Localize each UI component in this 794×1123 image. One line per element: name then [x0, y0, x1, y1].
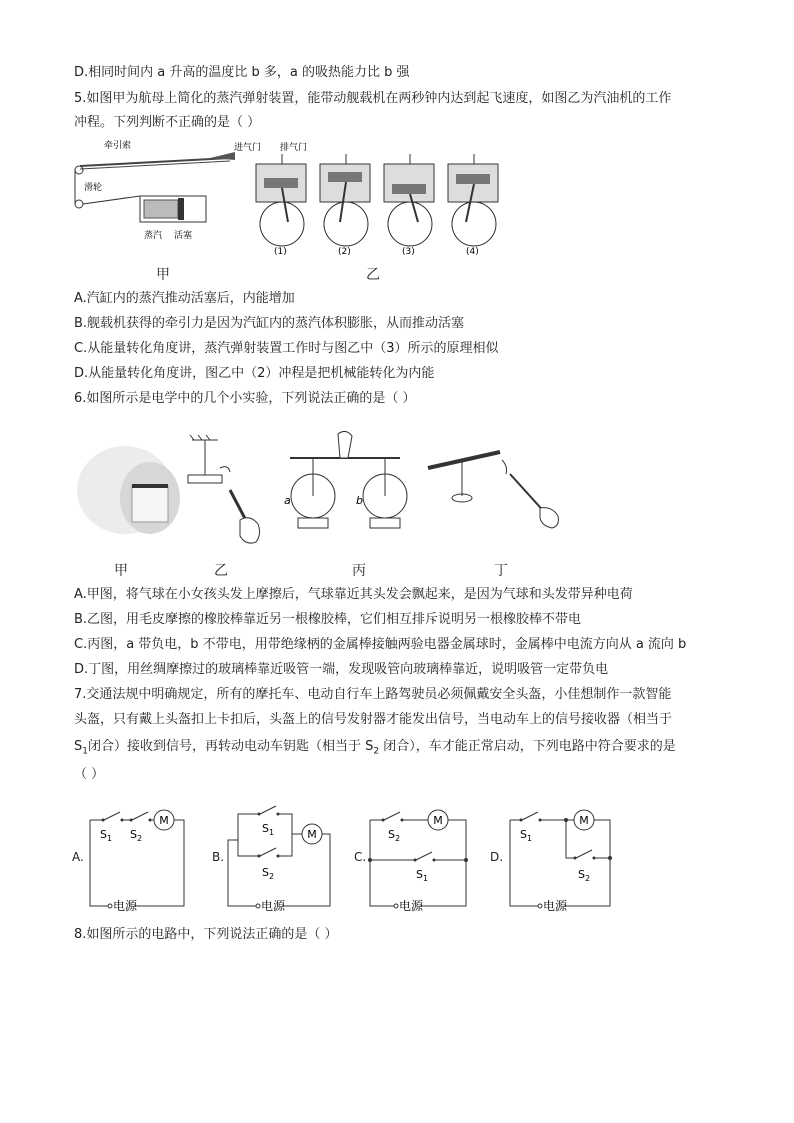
svg-text:a: a	[284, 494, 291, 507]
svg-text:M: M	[433, 814, 443, 827]
svg-text:S2: $S_2$	[262, 866, 275, 881]
q5-stem-line1: 5.如图甲为航母上简化的蒸汽弹射装置，能带动舰载机在两秒钟内达到起飞速度，如图乙为汽油机的工作	[74, 91, 672, 106]
q5-stem-line2: 冲程。下列判断不正确的是（ ）	[74, 115, 261, 130]
q5-caption-yi: 乙	[366, 267, 380, 283]
fig-ding-straw	[428, 452, 558, 528]
svg-text:M: M	[307, 828, 317, 841]
svg-text:M: M	[159, 814, 169, 827]
label-rope: 牵引索	[104, 141, 132, 151]
svg-text:电源: 电源	[543, 899, 568, 913]
q6-figure-experiments	[70, 420, 580, 555]
svg-text:电源: 电源	[399, 899, 424, 913]
svg-text:S2: $S_2$	[130, 828, 143, 843]
q5-option-c: C.从能量转化角度讲，蒸汽弹射装置工作时与图乙中（3）所示的原理相似	[74, 341, 499, 356]
q6-caption-jia: 甲	[114, 563, 128, 579]
circuit-c	[364, 800, 474, 918]
label-pulley: 滑轮	[84, 183, 103, 193]
svg-text:(3): (3)	[402, 247, 415, 256]
q5-caption-jia: 甲	[156, 267, 170, 283]
label-piston: 活塞	[174, 231, 193, 241]
svg-text:电源: 电源	[113, 899, 138, 913]
svg-text:M: M	[579, 814, 589, 827]
circuit-b-label: B.	[212, 850, 225, 864]
svg-text:(2): (2)	[338, 247, 351, 256]
fig-jia-girl-balloon	[77, 446, 180, 534]
circuit-d-label: D.	[490, 850, 504, 864]
q5-option-a: A.汽缸内的蒸汽推动活塞后，内能增加	[74, 291, 295, 306]
q6-caption-ding: 丁	[494, 563, 508, 579]
circuit-a	[84, 800, 194, 918]
q5-figure-engine-strokes	[234, 138, 500, 256]
svg-text:电源: 电源	[261, 899, 286, 913]
q8-stem: 8.如图所示的电路中，下列说法正确的是（ ）	[74, 927, 338, 942]
svg-text:S1: $S_1$	[262, 822, 275, 837]
q7-stem-line2: 头盔，只有戴上头盔扣上卡扣后，头盔上的信号发射器才能发出信号，当电动车上的信号接收器（相当于	[74, 712, 673, 727]
label-exhaust: 排气门	[280, 143, 308, 153]
q5-option-d: D.从能量转化角度讲，图乙中（2）冲程是把机械能转化为内能	[74, 366, 435, 381]
label-steam: 蒸汽	[144, 231, 163, 241]
engine-4	[448, 154, 498, 256]
q6-caption-yi: 乙	[214, 563, 228, 579]
engine-2	[320, 154, 370, 256]
q6-option-d: D.丁图，用丝绸摩擦过的玻璃棒靠近吸管一端，发现吸管向玻璃棒靠近，说明吸管一定带负电	[74, 662, 609, 677]
circuit-a-label: A.	[72, 850, 84, 864]
fig-yi-hanging-rod	[188, 435, 260, 543]
q5-figure-steam-catapult	[70, 138, 240, 248]
q6-caption-bing: 丙	[352, 563, 366, 579]
q7-stem-line4: （ ）	[74, 767, 105, 782]
svg-text:S2: $S_2$	[388, 828, 401, 843]
engine-3	[384, 154, 434, 256]
circuit-d	[504, 800, 620, 918]
q7-stem-line3: $S_1$闭合）接收到信号，再转动电动车钥匙（相当于 $S_2$ 闭合），车才能正常启动，下列电路中符合要求的是	[74, 739, 676, 757]
svg-text:b: b	[356, 494, 363, 507]
label-intake: 进气门	[234, 143, 262, 153]
q5-option-b: B.舰载机获得的牵引力是因为汽缸内的蒸汽体积膨胀，从而推动活塞	[74, 316, 465, 331]
svg-text:S1: $S_1$	[520, 828, 533, 843]
q6-option-c: C.丙图，a 带负电，b 不带电，用带绝缘柄的金属棒接触两验电器金属球时，金属棒中电流方向从 a 流向 b	[74, 637, 687, 652]
fig-bing-electroscopes	[284, 431, 407, 528]
svg-text:S1: $S_1$	[416, 868, 429, 883]
svg-text:(1): (1)	[274, 247, 287, 256]
q6-stem: 6.如图所示是电学中的几个小实验，下列说法正确的是（ ）	[74, 391, 416, 406]
q6-option-b: B.乙图，用毛皮摩擦的橡胶棒靠近另一根橡胶棒，它们相互排斥说明另一根橡胶棒不带电	[74, 612, 582, 627]
q7-stem-line1: 7.交通法规中明确规定，所有的摩托车、电动自行车上路驾驶员必须佩戴安全头盔，小佳想制作一款智能	[74, 687, 672, 702]
engine-1	[256, 154, 306, 256]
svg-text:S1: $S_1$	[100, 828, 113, 843]
circuit-b	[222, 800, 338, 918]
q4-option-d: D.相同时间内 a 升高的温度比 b 多，a 的吸热能力比 b 强	[74, 65, 410, 80]
q6-option-a: A.甲图，将气球在小女孩头发上摩擦后，气球靠近其头发会飘起来，是因为气球和头发带异种电荷	[74, 587, 633, 602]
svg-text:(4): (4)	[466, 247, 479, 256]
circuit-c-label: C.	[354, 850, 367, 864]
svg-text:S2: $S_2$	[578, 868, 591, 883]
